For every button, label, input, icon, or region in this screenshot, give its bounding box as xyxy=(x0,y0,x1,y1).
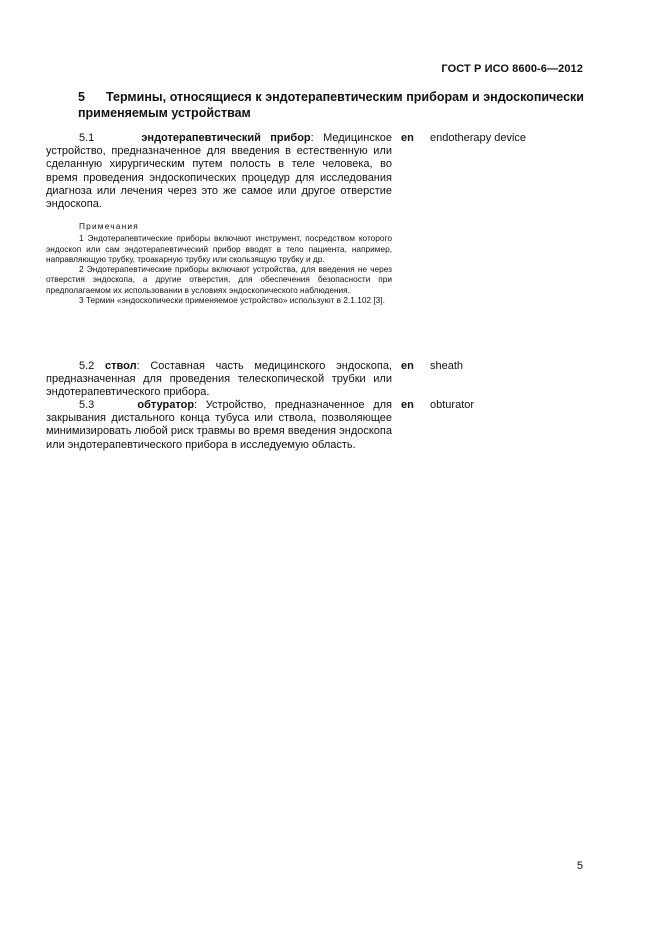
note-item: 3 Термин «эндоскопически применяемое устройство» используют в 2.1.102 [3]. xyxy=(79,295,385,306)
term-number: 5.1 xyxy=(79,132,95,144)
term-number: 5.3 xyxy=(79,399,95,411)
notes-block xyxy=(46,221,392,305)
term-definition-block xyxy=(46,132,392,211)
section-number: 5 xyxy=(78,90,85,104)
language-code: en xyxy=(401,132,414,144)
english-equivalent: obturator xyxy=(430,399,475,411)
language-code: en xyxy=(401,399,414,411)
section-title-text: Термины, относящиеся к эндотерапевтическим приборам и эндоскопически применяемым устройствам xyxy=(78,90,584,120)
term-number: 5.2 xyxy=(79,360,95,372)
document-designation: ГОСТ Р ИСО 8600-6—2012 xyxy=(441,63,583,75)
note-item: 2 Эндотерапевтические приборы включают устройства, для введения не через отверстия эндоскопа, а другие отверстия, для обеспечения безопасности при предполагаемом их использовании в условиях эндоскопического наблюдения. xyxy=(46,264,392,295)
term-definition: : Устройство, предназначенное для закрывания дистального конца тубуса или ствола, позволяющее минимизировать любой риск травмы во время введения эндоскопа или эндотерапевтического прибора в исследуемую область. xyxy=(46,399,393,451)
language-code: en xyxy=(401,360,414,372)
section-heading xyxy=(78,89,584,121)
english-equivalent: sheath xyxy=(430,360,464,372)
term-definition: : Медицинское устройство, предназначенное для введения в естественную или сделанную хирургическим путем полость в теле человека, во время проведения эндоскопических процедур для исследования диагноза или лечения через это же самое или другое отверстие эндоскопа. xyxy=(46,132,393,211)
term-name: обтуратор xyxy=(137,399,195,411)
english-equivalent: endotherapy device xyxy=(430,132,527,144)
term-definition: : Составная часть медицинского эндоскопа, предназначенная для проведения телескопической трубки или эндотерапевтического прибора. xyxy=(46,360,392,399)
note-item: 1 Эндотерапевтические приборы включают инструмент, посредством которого эндоскоп или сам эндотерапевтический прибор вводят в тело пациента, например, направляющую трубку, троакарную трубку или скользящую трубку и др. xyxy=(46,233,392,264)
term-name: ствол xyxy=(105,360,137,372)
notes-heading: Примечания xyxy=(79,221,139,231)
term-definition-block xyxy=(46,360,392,400)
term-definition-block xyxy=(46,399,392,452)
term-name: эндотерапевтический прибор xyxy=(141,132,311,144)
page-number: 5 xyxy=(576,860,583,872)
